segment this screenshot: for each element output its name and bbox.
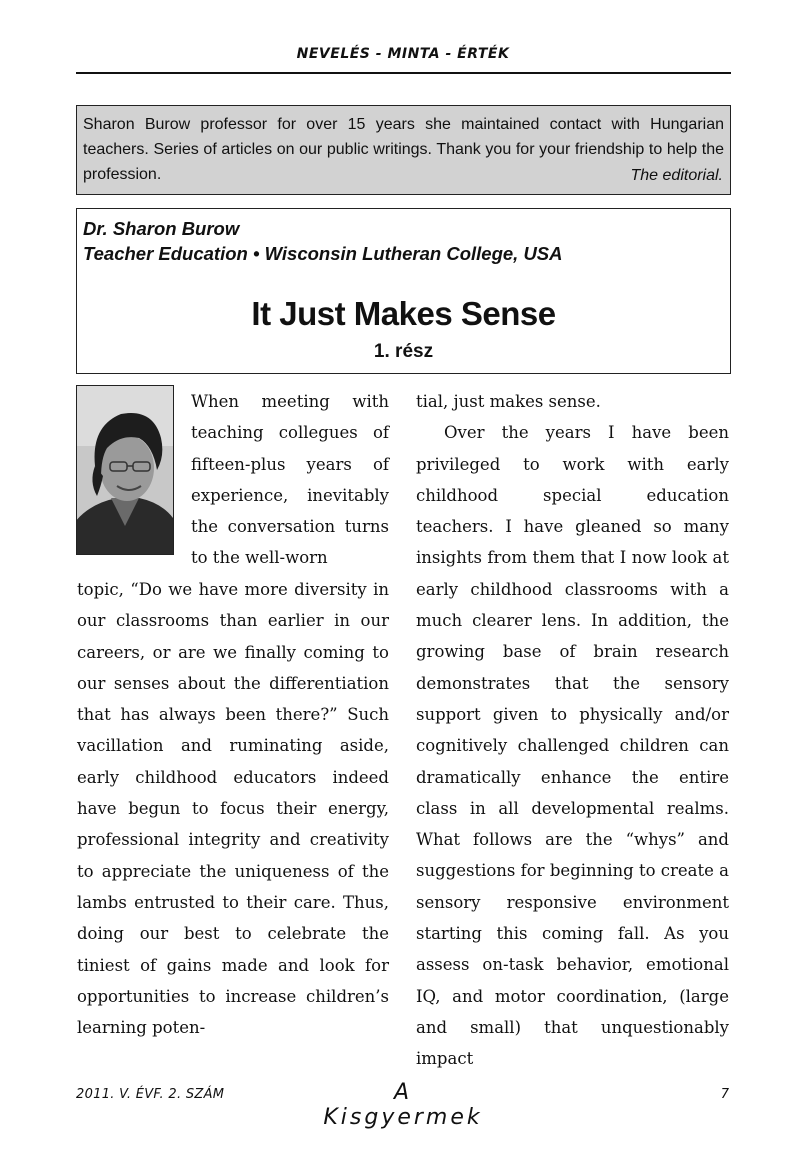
- article-column-2: [416, 386, 729, 1075]
- header-rule: [76, 72, 731, 74]
- author-photo: [76, 385, 174, 555]
- journal-header: NEVELÉS - MINTA - ÉRTÉK: [296, 46, 510, 62]
- article-column-1-intro: When meeting with teaching collegues of fifteen-plus years of experience, inevitably the conversation turns to the well-worn: [191, 392, 389, 568]
- author-affiliation: Teacher Education • Wisconsin Lutheran College, USA: [83, 243, 563, 264]
- article-column-1-body: topic, “Do we have more diversity in our classrooms than earlier in our careers, or are we finally coming to our senses about the differentiation that has always been there?” Such vacillation and ruminating aside, early childhood educators indeed have begun to focus their energy, professional integrity and creativity to appreciate the uniqueness of the lambs entrusted to their care. Thus, doing our best to celebrate the tiniest of gains made and look for opportunities to increase children’s learning poten-: [77, 580, 389, 1038]
- editorial-signature: The editorial.: [630, 167, 723, 184]
- editorial-note-text: Sharon Burow professor for over 15 years she maintained contact with Hungarian teachers. Series of articles on our public writings. Thank you for your friendship to help the profession.: [83, 116, 724, 183]
- author-name: Dr. Sharon Burow: [83, 218, 240, 239]
- footer-magazine-name: A Kisgyermek: [323, 1080, 483, 1130]
- author-title-box: [76, 208, 731, 374]
- editorial-note-box: [76, 105, 731, 195]
- article-title: It Just Makes Sense: [251, 295, 556, 332]
- author-portrait-icon: [77, 386, 173, 554]
- footer-issue: 2011. V. ÉVF. 2. SZÁM: [76, 1087, 225, 1102]
- column-2-paragraph-1: tial, just makes sense.: [416, 392, 601, 411]
- page-number: 7: [720, 1087, 729, 1102]
- article-part: 1. rész: [373, 341, 434, 362]
- column-2-paragraph-2: Over the years I have been privileged to work with early childhood special education teachers. I have gleaned so many insights from them that I now look at early childhood classrooms with a much clearer lens. In addition, the growing base of brain research demonstrates that the sensory support given to physically and/or cognitively challenged children can dramatically enhance the entire class in all developmental realms. What follows are the “whys” and suggestions for beginning to create a sensory responsive environment starting this coming fall. As you assess on-task behavior, emotional IQ, and motor coordination, (large and small) that unquestionably impact: [416, 423, 729, 1069]
